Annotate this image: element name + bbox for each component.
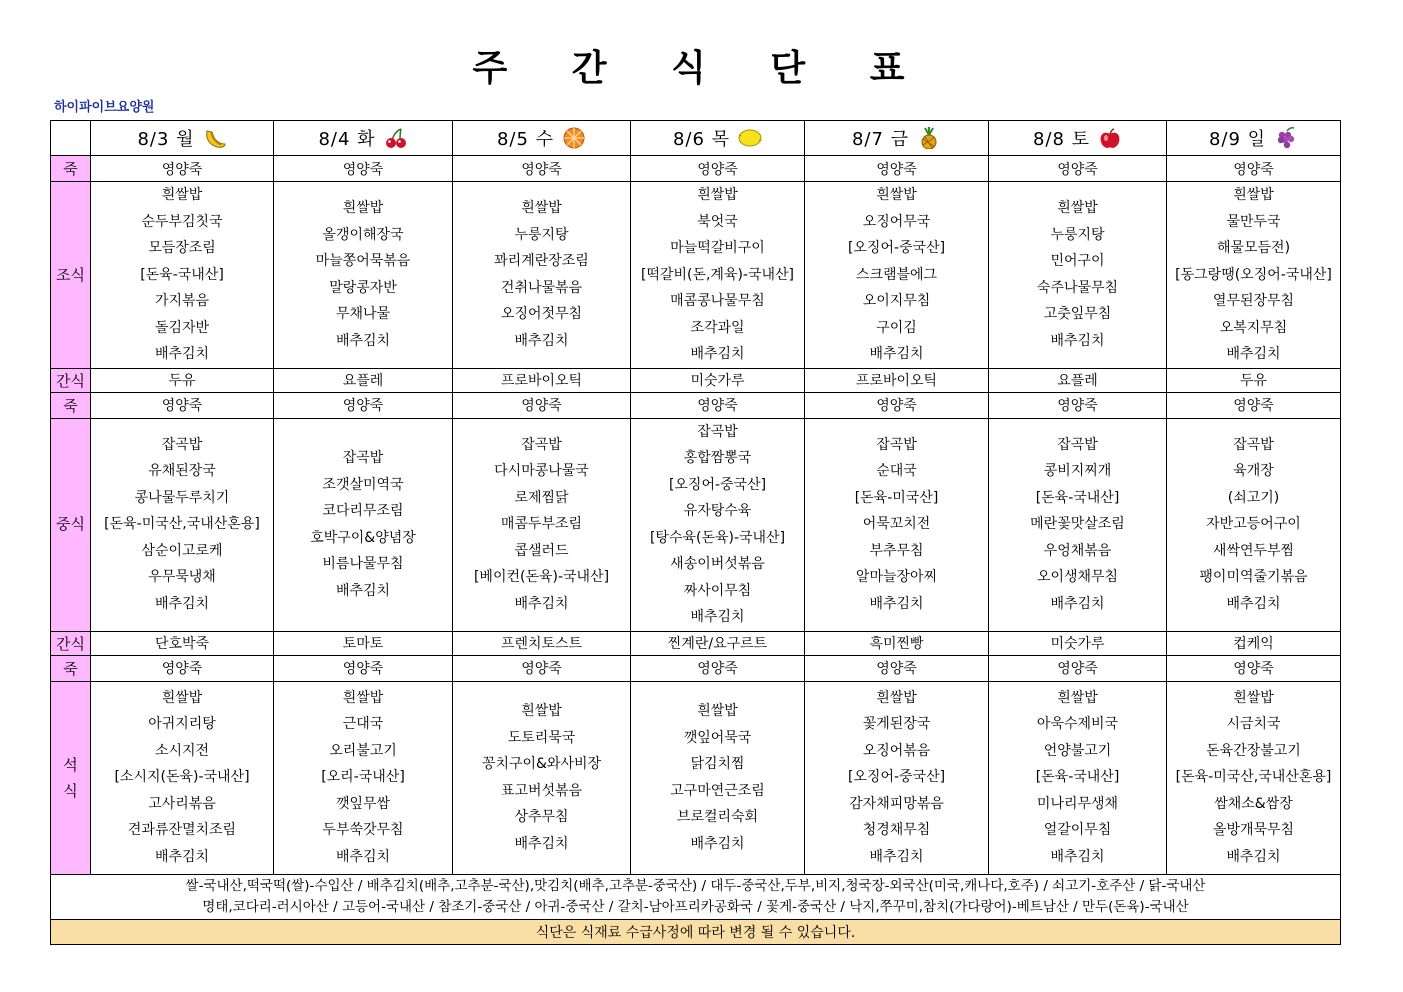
menu-item: 배추김치 (154, 595, 210, 612)
menu-item: 배추김치 (869, 848, 924, 865)
menu-item: 흰쌀밥 (1233, 689, 1274, 706)
menu-item: [돈육-미국산,국내산혼용] (1175, 769, 1332, 786)
menu-item: 배추김치 (690, 346, 745, 362)
day-label: 8/8 토 (1032, 129, 1091, 150)
menu-cell (91, 182, 274, 369)
menu-cell (1167, 182, 1341, 369)
menu-item: 잡곡밥 (342, 450, 384, 466)
menu-item: 어묵꼬치전 (862, 516, 931, 533)
menu-item: 구이김 (876, 319, 917, 336)
menu-item: 흰쌀밥 (1233, 187, 1274, 203)
menu-item: 오리불고기 (329, 742, 397, 759)
menu-item: 말랑콩자반 (329, 279, 397, 296)
juk-cell: 영양죽 (805, 156, 989, 182)
menu-cell (805, 418, 989, 631)
menu-cell (631, 418, 805, 631)
menu-item: [오리-국내산] (321, 769, 405, 786)
menu-cell (453, 681, 631, 874)
menu-item: 짜사이무침 (683, 582, 752, 599)
menu-item: 올방개묵무침 (1212, 822, 1295, 839)
snack-cell: 토마토 (274, 631, 453, 655)
menu-item: 코다리무조림 (322, 503, 404, 519)
menu-item: 흰쌀밥 (697, 703, 738, 719)
menu-item: [돈육-국내산] (1035, 769, 1120, 786)
menu-item: 잡곡밥 (521, 436, 562, 453)
menu-item: 흰쌀밥 (1057, 200, 1098, 217)
menu-item: 배추김치 (1050, 332, 1105, 349)
menu-item: 육개장 (1233, 463, 1274, 480)
grape-icon (1274, 127, 1298, 149)
menu-cell (1167, 418, 1341, 631)
menu-item: 잡곡밥 (697, 423, 738, 440)
menu-item: 청경채무침 (862, 822, 931, 839)
menu-item: 배추김치 (335, 332, 391, 349)
menu-item: 흰쌀밥 (342, 200, 384, 217)
menu-item: 고춧잎무침 (1043, 306, 1112, 323)
menu-item: 잡곡밥 (1233, 436, 1274, 453)
juk-label: 죽 (51, 655, 91, 681)
menu-item: 근대국 (342, 716, 384, 733)
menu-item: 흰쌀밥 (342, 689, 384, 706)
snack-cell: 찐계란/요구르트 (631, 631, 805, 655)
origin-line: 명태,코다리-러시아산 / 고등어-국내산 / 참조기-중국산 / 아귀-중국산 / 갈치-남아프리카공화국 / 꽃게-중국산 / 낙지,쭈꾸미,참치(가다랑어)-베트남산 / 만두(돈육)-국내산 (202, 898, 1189, 915)
menu-item: 돈육간장불고기 (1206, 742, 1301, 759)
day-label: 8/4 화 (318, 129, 376, 150)
menu-item: 흰쌀밥 (1057, 689, 1098, 706)
menu-item: 삼순이고로케 (141, 542, 223, 559)
meal-label-text: 중식 (56, 515, 85, 534)
menu-item: 마늘쫑어묵볶음 (315, 253, 411, 270)
menu-item: 도토리묵국 (507, 729, 576, 746)
menu-item: 순두부김칫국 (141, 213, 223, 230)
menu-item: 숙주나물무침 (1036, 279, 1119, 296)
juk-cell: 영양죽 (1167, 156, 1341, 182)
menu-item: 고사리볶음 (148, 795, 216, 812)
menu-item: 콥샐러드 (514, 542, 569, 559)
snack-cell: 두유 (91, 368, 274, 392)
menu-item: 자반고등어구이 (1206, 516, 1301, 533)
cherry-icon (384, 127, 408, 149)
menu-item: 다시마콩나물국 (494, 463, 589, 480)
menu-item: 북엇국 (697, 213, 738, 230)
menu-item: 배추김치 (1050, 848, 1105, 865)
menu-cell (631, 681, 805, 874)
menu-item: 흰쌀밥 (876, 689, 917, 706)
menu-item: 콩나물두루치기 (134, 489, 230, 506)
menu-cell (989, 681, 1167, 874)
menu-cell (274, 418, 453, 631)
menu-item: 비름나물무침 (322, 556, 404, 572)
day-header (805, 121, 989, 156)
weekly-menu-table (50, 120, 1341, 945)
menu-item: 배추김치 (869, 346, 924, 362)
menu-item: 오징어젓무침 (500, 306, 583, 323)
juk-label: 죽 (51, 156, 91, 182)
menu-item: 배추김치 (335, 582, 391, 599)
menu-cell (805, 182, 989, 369)
menu-item: 배추김치 (1226, 346, 1281, 362)
day-header (1167, 121, 1341, 156)
juk-label: 죽 (51, 392, 91, 418)
menu-item: [오징어-중국산] (668, 476, 767, 493)
menu-item: 민어구이 (1050, 253, 1105, 270)
menu-cell (453, 418, 631, 631)
facility-name: 하이파이브요양원 (54, 100, 155, 115)
dinner-label (51, 681, 91, 874)
menu-item: 누룽지탕 (514, 226, 569, 243)
menu-item: 유자탕수육 (683, 503, 752, 519)
menu-item: [탕수육(돈육)-국내산] (649, 529, 786, 546)
menu-item: 스크램블에그 (855, 266, 938, 283)
menu-item: 누룽지탕 (1050, 226, 1105, 243)
menu-cell (91, 681, 274, 874)
juk-cell: 영양죽 (989, 156, 1167, 182)
menu-item: 호박구이&양념장 (310, 529, 416, 546)
menu-item: 조각과일 (690, 319, 745, 336)
menu-item: 잡곡밥 (1057, 436, 1098, 453)
menu-item: 배추김치 (154, 848, 210, 865)
menu-item: 오이지무침 (862, 293, 931, 309)
meal-label-text: 석 (63, 755, 78, 774)
day-header (631, 121, 805, 156)
snack-cell: 미숫가루 (989, 631, 1167, 655)
juk-cell: 영양죽 (91, 392, 274, 418)
juk-cell: 영양죽 (989, 392, 1167, 418)
menu-item: 오이생채무침 (1036, 569, 1119, 586)
menu-item: 콩비지찌개 (1043, 463, 1112, 480)
lunch-label (51, 418, 91, 631)
menu-cell (274, 182, 453, 369)
menu-item: (쇠고기) (1227, 489, 1280, 506)
day-header (453, 121, 631, 156)
juk-cell: 영양죽 (274, 392, 453, 418)
menu-item: [돈육-국내산] (140, 266, 224, 283)
juk-cell: 영양죽 (631, 392, 805, 418)
day-label: 8/3 월 (137, 129, 195, 150)
menu-cell (274, 681, 453, 874)
lemon-icon (738, 127, 762, 149)
origin-info (51, 874, 1341, 919)
menu-item: 소시지전 (154, 742, 210, 759)
menu-item: 우엉채볶음 (1043, 542, 1112, 559)
menu-item: [오징어-중국산] (847, 240, 946, 256)
menu-item: 팽이미역줄기볶음 (1199, 569, 1308, 586)
day-header (274, 121, 453, 156)
day-label: 8/7 금 (851, 129, 910, 150)
snack-cell: 단호박죽 (91, 631, 274, 655)
origin-line: 쌀-국내산,떡국떡(쌀)-수입산 / 배추김치(배추,고추분-국산),맛김치(배추,고추분-중국산) / 대두-중국산,두부,비지,청국장-외국산(미국,캐나다,호주) / 쇠고기-호주산 / 닭-국내산 (185, 877, 1206, 894)
menu-cell (805, 681, 989, 874)
menu-item: 오징어무국 (862, 213, 931, 230)
orange-icon (562, 127, 586, 149)
menu-item: 유채된장국 (148, 463, 216, 480)
menu-item: 두부쑥갓무침 (322, 822, 404, 839)
menu-item: 모듬장조림 (148, 240, 216, 256)
snack-cell: 프로바이오틱 (453, 368, 631, 392)
juk-cell: 영양죽 (91, 156, 274, 182)
menu-item: 물만두국 (1226, 213, 1281, 230)
menu-item: [돈육-미국산,국내산혼용] (104, 516, 260, 533)
menu-item: 새싹연두부찜 (1212, 542, 1295, 559)
menu-item: 배추김치 (514, 595, 569, 612)
juk-cell: 영양죽 (1167, 655, 1341, 681)
menu-item: 알마늘장아찌 (855, 569, 938, 586)
menu-item: 매콤콩나물무침 (670, 293, 765, 309)
snack-cell: 컵케익 (1167, 631, 1341, 655)
juk-cell: 영양죽 (453, 156, 631, 182)
juk-cell: 영양죽 (453, 655, 631, 681)
menu-item: 흰쌀밥 (697, 187, 738, 203)
menu-item: 깻잎무쌈 (335, 795, 391, 812)
menu-item: 배추김치 (690, 835, 745, 852)
menu-item: 조갯살미역국 (322, 476, 404, 493)
menu-item: 닭김치찜 (690, 756, 745, 772)
menu-item: 시금치국 (1226, 716, 1281, 733)
menu-item: 상추무침 (514, 809, 569, 825)
menu-item: 열무된장무침 (1212, 293, 1295, 309)
menu-item: 흰쌀밥 (521, 200, 562, 217)
day-header (91, 121, 274, 156)
page-title: 주 간 식 단 표 (472, 48, 931, 89)
snack-cell: 요플레 (989, 368, 1167, 392)
menu-item: 미나리무생채 (1036, 795, 1119, 812)
menu-item: [돈육-미국산] (854, 489, 939, 506)
snack-cell: 흑미찐빵 (805, 631, 989, 655)
snack-label: 간식 (51, 631, 91, 655)
snack-cell: 미숫가루 (631, 368, 805, 392)
menu-item: 배추김치 (1226, 595, 1281, 612)
juk-cell: 영양죽 (453, 392, 631, 418)
juk-cell: 영양죽 (274, 156, 453, 182)
menu-item: 배추김치 (514, 835, 569, 852)
menu-item: 순대국 (876, 463, 917, 480)
juk-cell: 영양죽 (631, 655, 805, 681)
banana-icon (203, 127, 227, 149)
menu-item: 언양불고기 (1043, 742, 1112, 759)
menu-item: 아귀지리탕 (148, 716, 216, 733)
juk-cell: 영양죽 (274, 655, 453, 681)
menu-item: 로제찜닭 (514, 489, 569, 506)
menu-item: 매콤두부조림 (500, 516, 583, 533)
menu-item: 쌈채소&쌈장 (1214, 795, 1293, 812)
menu-item: 배추김치 (1226, 848, 1281, 865)
day-label: 8/5 수 (496, 129, 555, 150)
juk-cell: 영양죽 (631, 156, 805, 182)
menu-item: 배추김치 (154, 346, 210, 362)
juk-cell: 영양죽 (989, 655, 1167, 681)
menu-item: 꽃게된장국 (862, 716, 931, 733)
snack-label: 간식 (51, 368, 91, 392)
menu-item: 잡곡밥 (161, 436, 203, 453)
menu-item: 배추김치 (690, 609, 745, 625)
menu-item: 꽈리계란장조림 (494, 253, 589, 270)
menu-item: 해물모듬전) (1216, 240, 1291, 256)
menu-item: 고구마연근조림 (670, 782, 765, 799)
menu-item: [돈육-국내산] (1035, 489, 1120, 506)
juk-cell: 영양죽 (805, 655, 989, 681)
menu-item: 감자채피망볶음 (849, 795, 944, 812)
menu-item: 배추김치 (869, 595, 924, 612)
menu-cell (1167, 681, 1341, 874)
menu-item: 표고버섯볶음 (500, 782, 583, 799)
menu-item: 무채나물 (335, 306, 391, 323)
menu-item: 홍합짬뽕국 (683, 450, 752, 466)
menu-item: 건취나물볶음 (500, 279, 583, 296)
menu-item: 배추김치 (514, 332, 569, 349)
menu-item: 흰쌀밥 (521, 703, 562, 719)
juk-cell: 영양죽 (91, 655, 274, 681)
menu-item: 마늘떡갈비구이 (670, 240, 765, 256)
menu-item: 새송이버섯볶음 (670, 556, 765, 572)
menu-item: 부추무침 (869, 542, 924, 559)
menu-item: 브로컬리숙회 (676, 809, 759, 825)
juk-cell: 영양죽 (805, 392, 989, 418)
snack-cell: 요플레 (274, 368, 453, 392)
day-label: 8/9 일 (1208, 129, 1267, 150)
menu-item: 잡곡밥 (876, 436, 917, 453)
day-header (989, 121, 1167, 156)
menu-item: 오징어볶음 (862, 742, 931, 759)
menu-item: 꽁치구이&와사비장 (481, 756, 602, 772)
menu-item: 깻잎어묵국 (683, 729, 752, 746)
menu-cell (453, 182, 631, 369)
menu-item: 배추김치 (335, 848, 391, 865)
day-label: 8/6 목 (672, 129, 731, 150)
juk-cell: 영양죽 (1167, 392, 1341, 418)
menu-item: 올갱이해장국 (322, 226, 404, 243)
menu-item: [소시지(돈육)-국내산] (114, 769, 250, 786)
menu-item: 얼갈이무침 (1043, 822, 1112, 839)
menu-item: 가지볶음 (154, 293, 210, 309)
menu-item: 배추김치 (1050, 595, 1105, 612)
menu-item: 메란꽃맛살조림 (1030, 516, 1125, 533)
menu-item: [베이컨(돈육)-국내산] (473, 569, 610, 586)
menu-item: 아욱수제비국 (1036, 716, 1119, 733)
meal-label-text: 식 (63, 781, 78, 800)
menu-cell (989, 418, 1167, 631)
pineapple-icon (917, 127, 941, 149)
menu-cell (631, 182, 805, 369)
menu-item: 흰쌀밥 (161, 689, 203, 706)
menu-cell (91, 418, 274, 631)
snack-cell: 프로바이오틱 (805, 368, 989, 392)
menu-item: 흰쌀밥 (161, 187, 203, 203)
menu-item: 우무묵냉채 (148, 569, 216, 586)
meal-label-text: 조식 (56, 265, 85, 284)
menu-item: [오징어-중국산] (847, 769, 946, 786)
menu-item: [떡갈비(돈,계육)-국내산] (640, 266, 795, 283)
corner-cell (51, 121, 91, 156)
menu-item: 오복지무침 (1219, 319, 1288, 336)
apple-icon (1098, 127, 1122, 149)
menu-cell (989, 182, 1167, 369)
menu-item: 견과류잔멸치조림 (127, 822, 237, 839)
menu-item: 흰쌀밥 (876, 187, 917, 203)
snack-cell: 프렌치토스트 (453, 631, 631, 655)
breakfast-label (51, 182, 91, 369)
menu-item: 돌김자반 (154, 319, 210, 336)
snack-cell: 두유 (1167, 368, 1341, 392)
menu-item: [동그랑땡(오징어-국내산] (1175, 266, 1332, 283)
notice-text: 식단은 식재료 수급사정에 따라 변경 될 수 있습니다. (51, 919, 1341, 944)
